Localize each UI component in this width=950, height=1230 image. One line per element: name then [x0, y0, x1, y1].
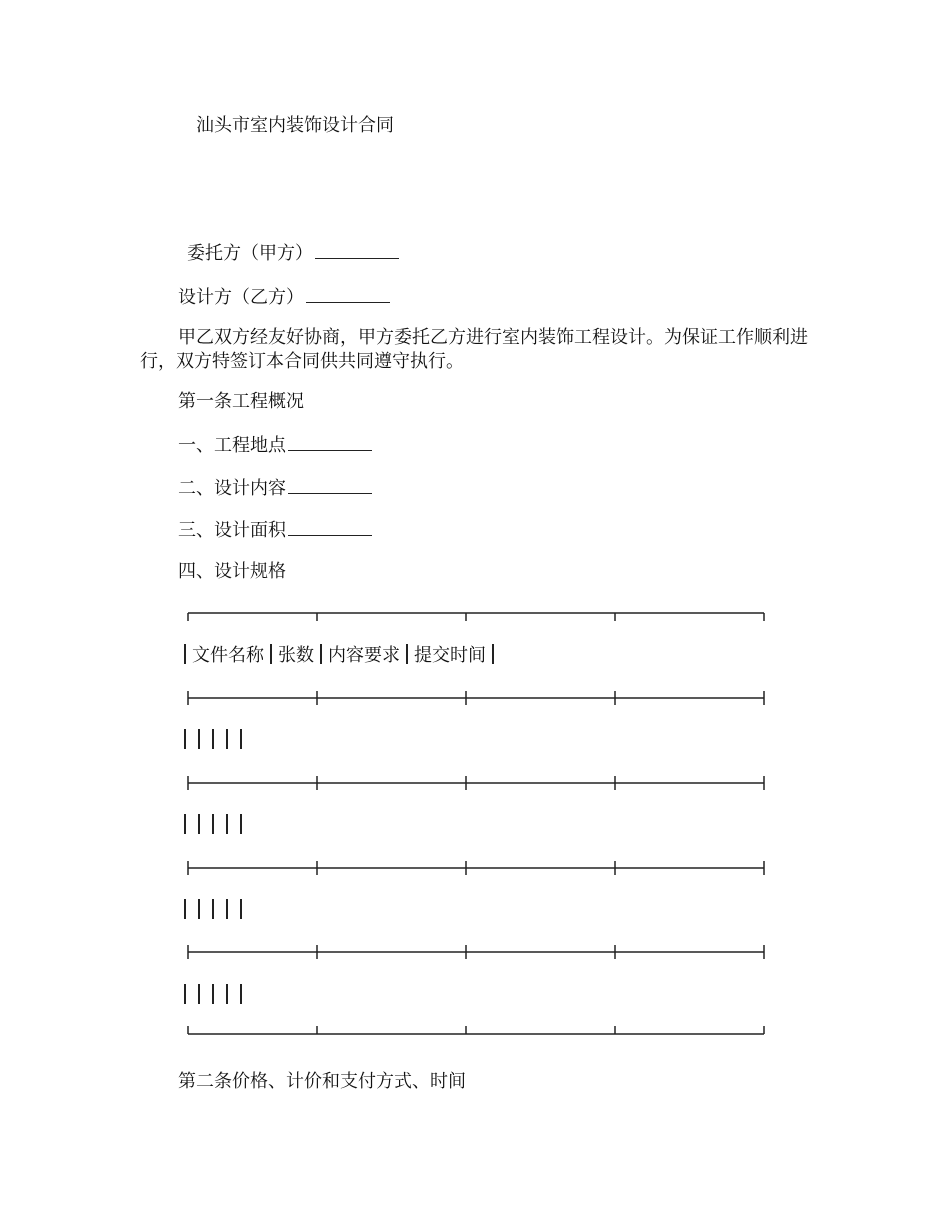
cell-divider: [212, 814, 214, 834]
cell-divider: [212, 984, 214, 1004]
table-mid-rule: [187, 691, 765, 705]
item-area-label: 三、设计面积: [178, 520, 286, 541]
item-location-blank: [288, 432, 372, 451]
designer-party-line: [178, 284, 390, 310]
cell-divider: [240, 729, 242, 749]
cell-divider: [198, 729, 200, 749]
item-location-label: 一、工程地点: [178, 435, 286, 456]
designer-party-label: 设计方（乙方）: [178, 287, 304, 308]
cell-divider: [198, 984, 200, 1004]
item-content: [178, 475, 372, 501]
cell-divider: [184, 729, 186, 749]
header-submit-time: 提交时间: [414, 645, 486, 666]
header-requirements: 内容要求: [328, 645, 400, 666]
client-party-line: [187, 240, 399, 266]
cell-divider: [226, 899, 228, 919]
cell-divider: [240, 899, 242, 919]
cell-divider: [184, 814, 186, 834]
document-title: 汕头市室内装饰设计合同: [196, 115, 394, 136]
table-top-rule: [187, 607, 765, 621]
header-sheets: 张数: [278, 645, 314, 666]
header-file-name: 文件名称: [192, 645, 264, 666]
table-mid-rule: [187, 945, 765, 959]
cell-divider: [184, 644, 186, 664]
cell-divider: [226, 984, 228, 1004]
table-header-row: [184, 644, 500, 668]
cell-divider: [240, 814, 242, 834]
client-party-label: 委托方（甲方）: [187, 243, 313, 264]
cell-divider: [270, 644, 272, 664]
table-row: [184, 984, 248, 1008]
cell-divider: [240, 984, 242, 1004]
intro-paragraph: 甲乙双方经友好协商，甲方委托乙方进行室内装饰工程设计。为保证工作顺利进行，双方特签订本合同供共同遵守执行。: [140, 327, 808, 372]
client-party-blank: [315, 240, 399, 259]
item-location: [178, 432, 372, 458]
table-bottom-rule: [187, 1026, 765, 1040]
item-area: [178, 517, 372, 543]
item-area-blank: [288, 517, 372, 536]
cell-divider: [226, 814, 228, 834]
table-row: [184, 899, 248, 923]
item-content-label: 二、设计内容: [178, 478, 286, 499]
cell-divider: [226, 729, 228, 749]
cell-divider: [198, 814, 200, 834]
cell-divider: [212, 899, 214, 919]
article1-heading: 第一条工程概况: [178, 391, 304, 412]
article2-heading: 第二条价格、计价和支付方式、时间: [178, 1071, 466, 1092]
table-row: [184, 814, 248, 838]
item-content-blank: [288, 475, 372, 494]
item-spec: 四、设计规格: [178, 561, 286, 582]
designer-party-blank: [306, 284, 390, 303]
cell-divider: [212, 729, 214, 749]
cell-divider: [184, 984, 186, 1004]
cell-divider: [184, 899, 186, 919]
cell-divider: [406, 644, 408, 664]
cell-divider: [198, 899, 200, 919]
table-mid-rule: [187, 776, 765, 790]
cell-divider: [320, 644, 322, 664]
cell-divider: [492, 644, 494, 664]
table-row: [184, 729, 248, 753]
table-mid-rule: [187, 861, 765, 875]
